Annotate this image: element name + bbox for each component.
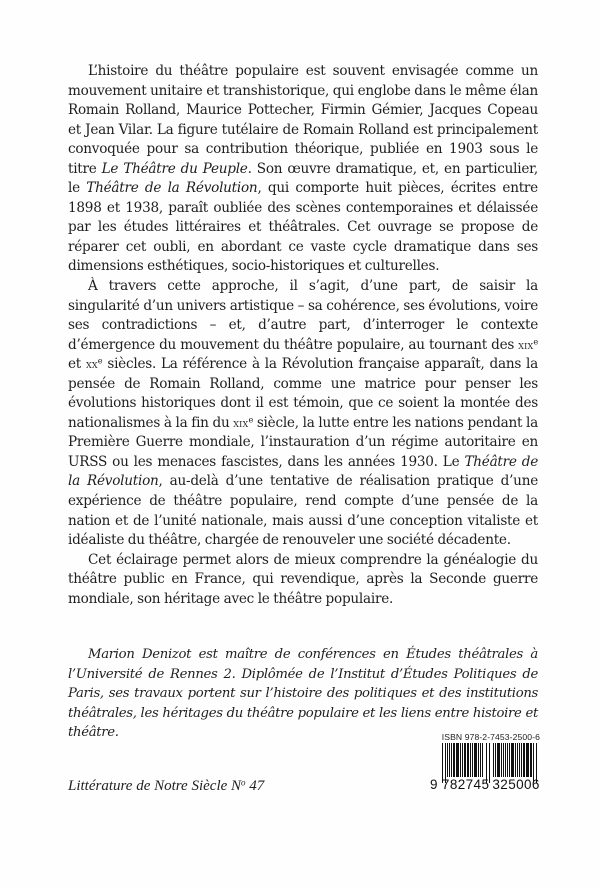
century-numeral: xx [86,358,98,372]
series-number: 47 [245,778,265,794]
isbn-barcode [430,732,540,794]
author-bio: Marion Denizot est maître de conférences en Études théâtrales à l’Université de Rennes 2. Diplômée de l’Institut d’Études Politiques de Paris, ses travaux portent sur l’histoire des politiques et des institutions théâtrales, les héritages du théâtre populaire et les liens entre histoire et théâtre. [68,647,538,740]
century-numeral: xix [518,338,534,352]
barcode-first-digit: 9 [430,777,438,792]
series-name: Littérature de Notre Siècle N [68,778,242,794]
series-label [68,777,264,795]
barcode-digits [430,777,540,792]
italic-title: Théâtre de la Révolution [68,453,538,490]
series-number-sup: o [241,777,246,788]
barcode-bars-icon [442,743,538,781]
italic-title: Le Théâtre du Peuple [101,160,248,177]
ordinal-sup: e [97,355,103,366]
italic-title: Théâtre de la Révolution [86,180,258,197]
century-numeral: xix [233,416,249,430]
blurb-paragraph-1: L’histoire du théâtre populaire est souvent envisagée comme un mouvement unitaire et transhistorique, qui englobe dans le même élan Romain Rolland, Maurice Pottecher, Firmin Gémier, Jacques Copeau et Jean Vilar. La figure tutélaire de Romain Rolland est principalement convoquée pour sa contribution théorique, publiée en 1903 sous le titre Le Théâtre du Peuple. Son œuvre dramatique, et, en particulier, le Théâtre de la Révolution, qui comporte huit pièces, écrites entre 1898 et 1938, paraît oubliée des scènes contemporaines et délaissée par les études littéraires et théâtrales. Cet ouvrage se propose de réparer cet oubli, en abordant ce vaste cycle dramatique dans ses dimensions esthétiques, socio-historiques et culturelles. [68,63,538,275]
blurb-paragraph-3: Cet éclairage permet alors de mieux comprendre la généalogie du théâtre public en France, qui revendique, après la Seconde guerre mondiale, son héritage avec le théâtre populaire. [68,551,538,607]
barcode-right-digits: 325006 [492,777,540,792]
isbn-number: ISBN 978-2-7453-2500-6 [441,732,540,742]
ordinal-sup: e [533,336,538,347]
blurb-text [68,62,538,609]
blurb-paragraph-2: À travers cette approche, il s’agit, d’une part, de saisir la singularité d’un univers artistique – sa cohérence, ses évolutions, voire ses contradictions – et, d’autre part, d’interroger le contexte d’émergence du mouvement du théâtre populaire, au tournant des xix$^e$ et $xx^e$ siècles. La référence à la Révolution française apparaît, dans la pensée de Romain Rolland, comme une matrice pour penser les évolutions historiques dont il est témoin, que ce soient la montée des nationalismes à la fin du xix$^e$ siècle, la lutte entre les nations pendant la Première Guerre mondiale, l’instauration d’un régime autoritaire en URSS ou les menaces fascistes, dans les années 1930. Le Théâtre de la Révolution, au-delà d’une tentative de réalisation pratique d’une expérience de théâtre populaire, rend compte d’une pensée de la nation et de l’unité nationale, mais aussi d’une conception vitaliste et idéaliste du théâtre, chargée de renouveler une société décadente. [68,278,538,549]
barcode-left-digits: 782745 [441,777,490,792]
ordinal-sup: e [248,414,254,425]
